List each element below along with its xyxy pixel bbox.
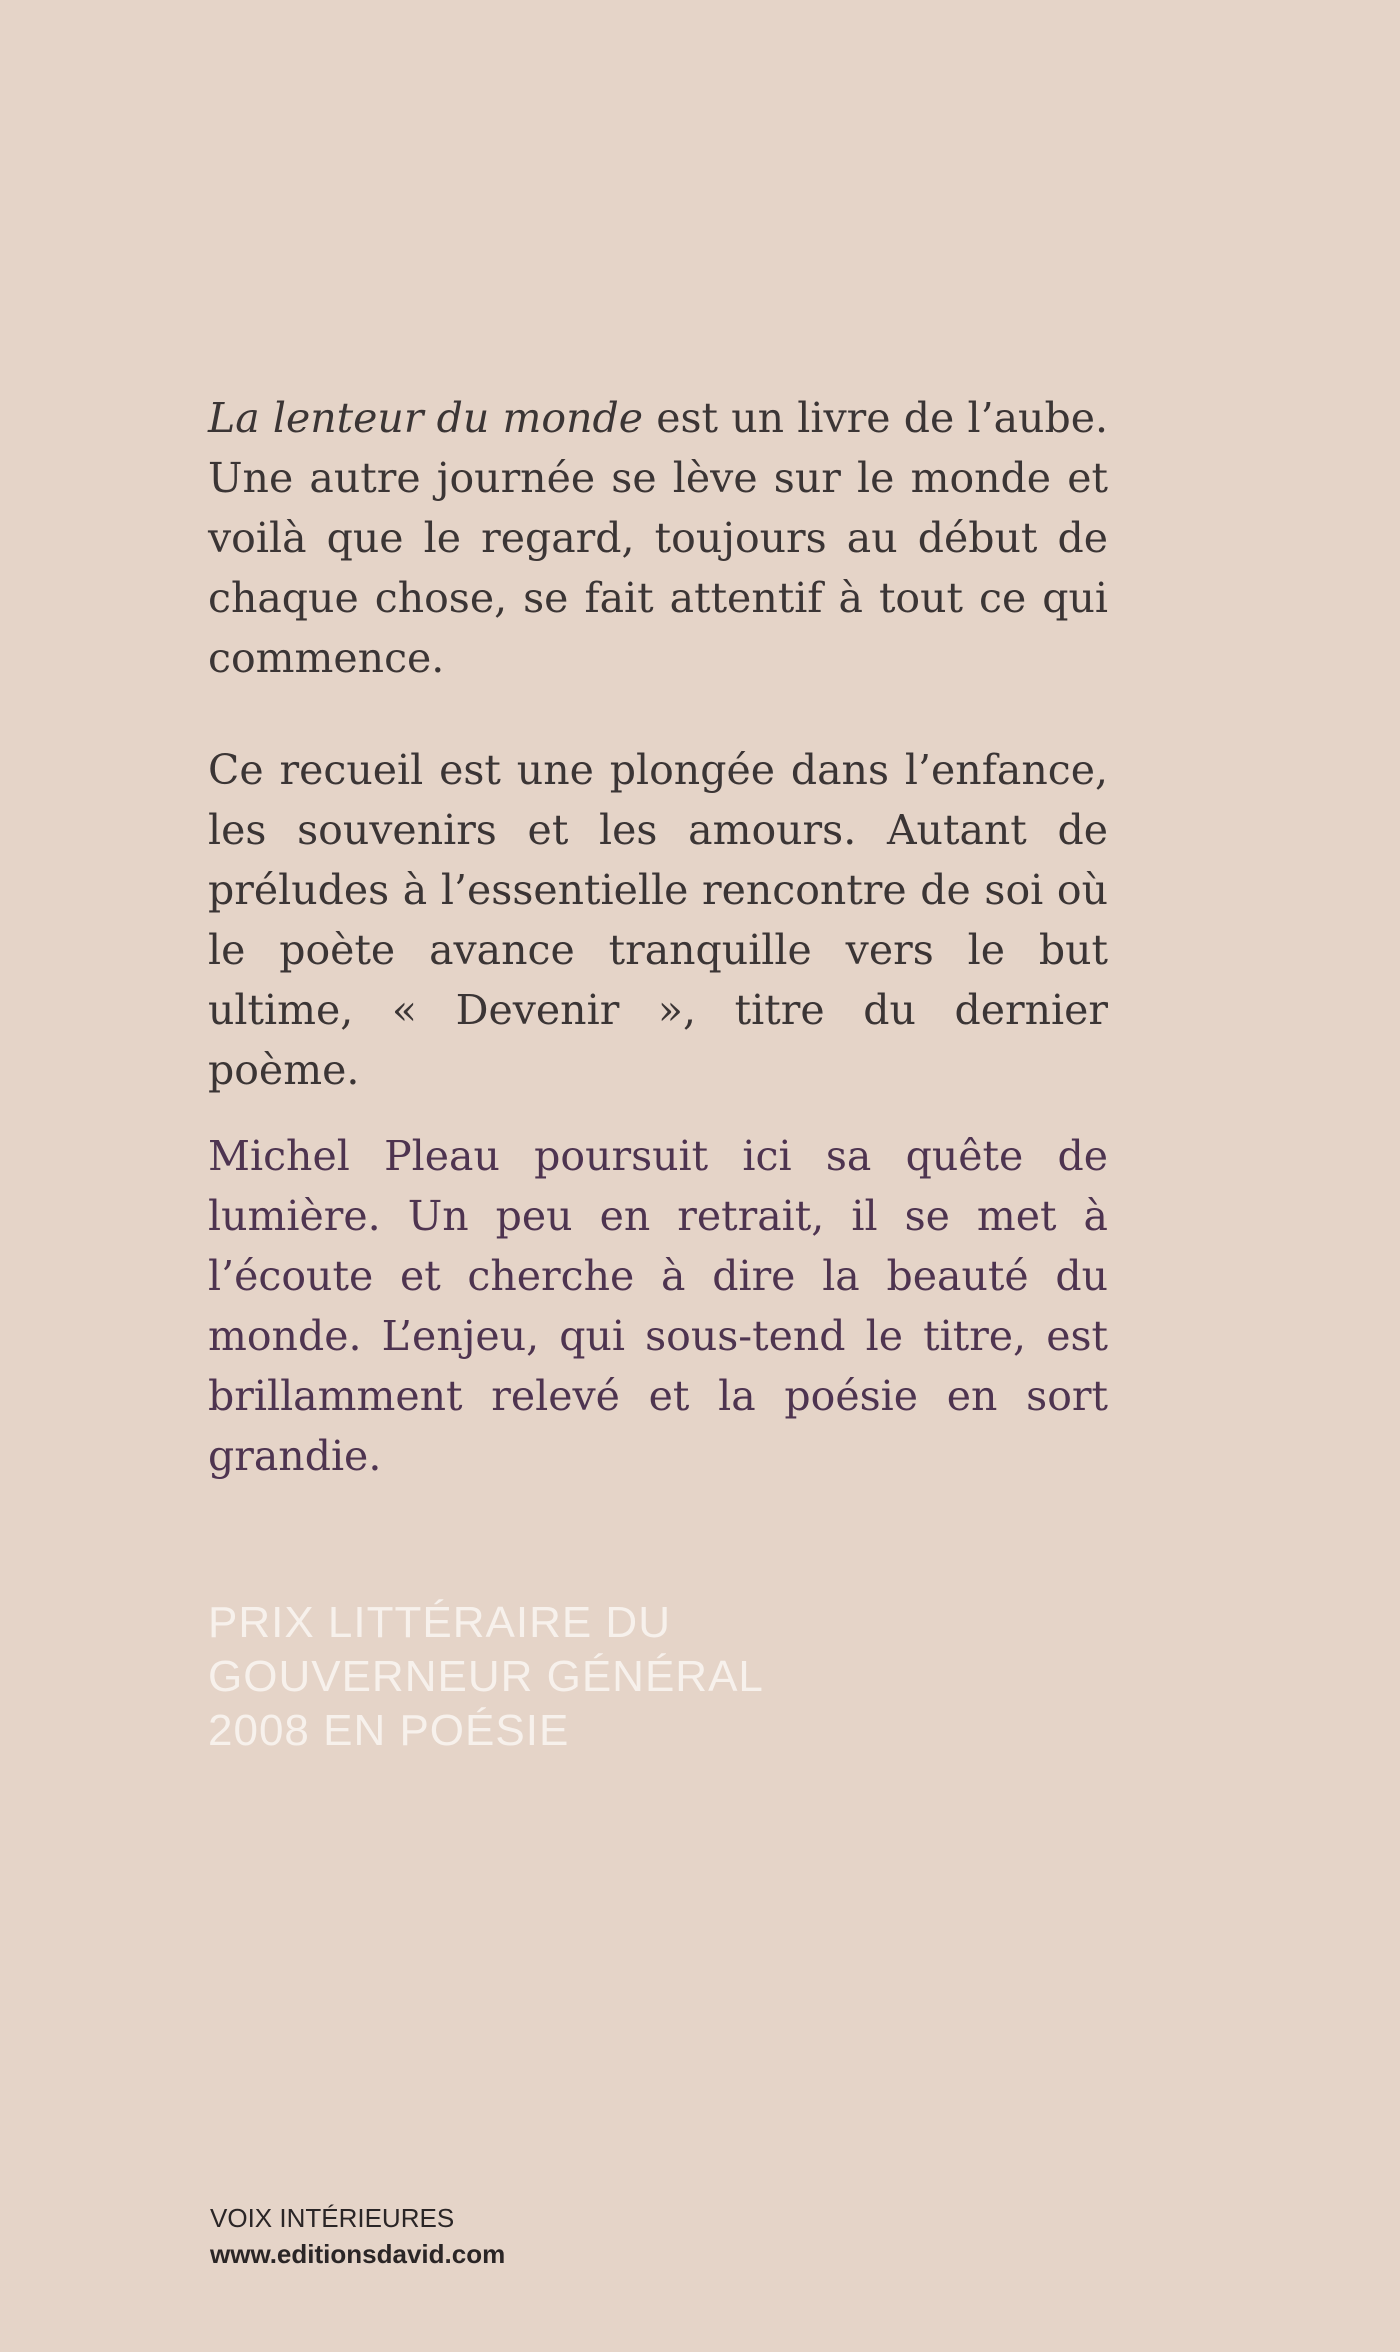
award-line-1: PRIX LITTÉRAIRE DU (208, 1598, 671, 1647)
publisher-footer (210, 2200, 1010, 2272)
award-mention (208, 1596, 1108, 1758)
series-name: VOIX INTÉRIEURES (210, 2203, 455, 2233)
award-line-2: GOUVERNEUR GÉNÉRAL (208, 1652, 764, 1701)
award-line-3: 2008 EN POÉSIE (208, 1706, 570, 1755)
book-title-italic: La lenteur du monde (208, 394, 643, 442)
description-paragraph-1 (208, 388, 1108, 688)
description-paragraph-1-text: est un livre de l’aube. Une autre journée se lève sur le monde et voilà que le regard, toujours au début de chaque chose, se fait attentif à tout ce qui commence. (208, 394, 1108, 682)
description-paragraph-2: Ce recueil est une plongée dans l’enfance, les souvenirs et les amours. Autant de préludes à l’essentielle rencontre de soi où le poète avance tranquille vers le but ultime, « Devenir », titre du dernier poème. (208, 746, 1108, 1094)
publisher-website: www.editionsdavid.com (210, 2239, 506, 2269)
author-paragraph: Michel Pleau poursuit ici sa quête de lumière. Un peu en retrait, il se met à l’écoute et cherche à dire la beauté du monde. L’enjeu, qui sous-tend le titre, est brillamment relevé et la poésie en sort grandie. (208, 1132, 1108, 1480)
